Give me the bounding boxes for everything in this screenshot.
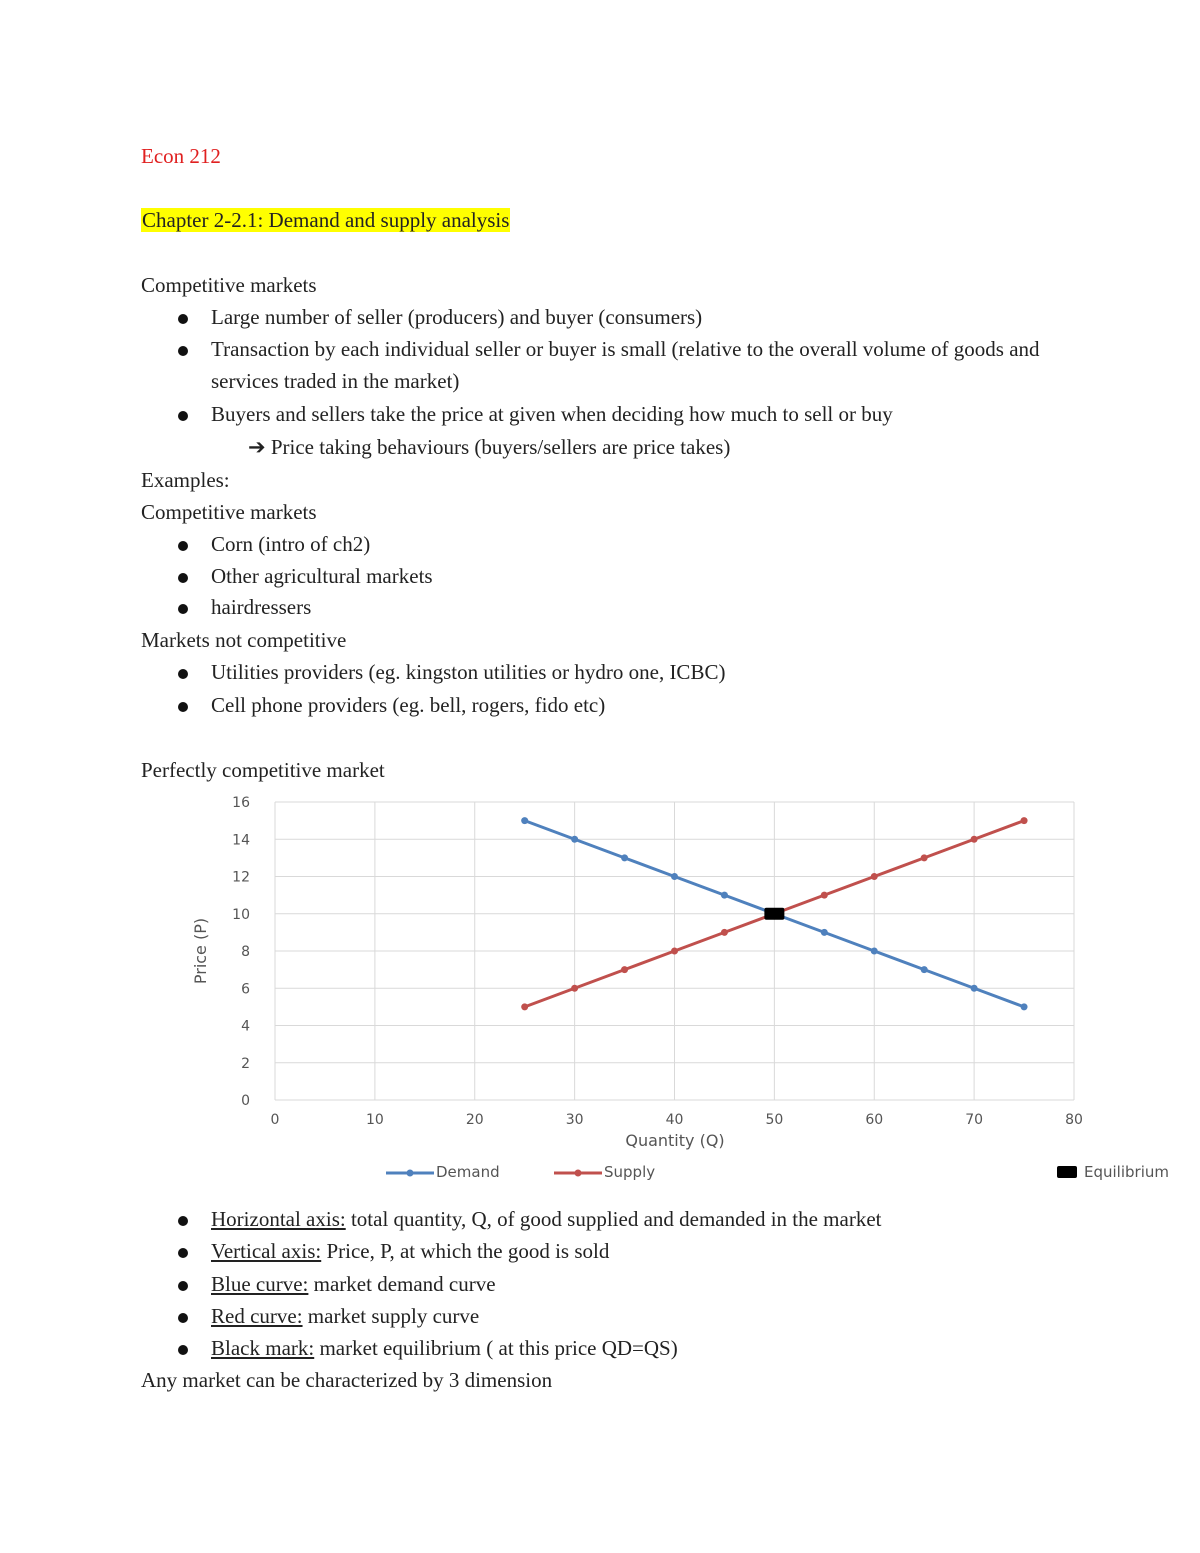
list-item: Utilities providers (eg. kingston utilities or hydro one, ICBC) — [211, 660, 726, 684]
chapter-title — [141, 206, 510, 234]
explanation-text: market equilibrium ( at this price QD=QS) — [314, 1336, 678, 1360]
bullet-icon — [178, 1216, 188, 1226]
bullet-icon — [178, 346, 188, 356]
supply-point — [871, 873, 878, 880]
bullet-icon — [178, 1313, 188, 1323]
explanation-item — [211, 1205, 882, 1233]
y-tick-label: 2 — [241, 1055, 250, 1072]
supply-point — [821, 892, 828, 899]
demand-point — [921, 966, 928, 973]
explanation-text: total quantity, Q, of good supplied and demanded in the market — [345, 1207, 882, 1231]
section-heading-competitive: Competitive markets — [141, 273, 317, 297]
closing-line: Any market can be characterized by 3 dimension — [141, 1368, 553, 1392]
x-tick-label: 10 — [365, 1112, 384, 1128]
list-item: Transaction by each individual seller or buyer is small (relative to the overall volume of goods and services traded in the market) — [211, 337, 1040, 393]
supply-point — [621, 966, 628, 973]
explanation-label: Vertical axis: — [211, 1239, 322, 1263]
y-tick-label: 0 — [241, 1093, 250, 1109]
bullet-icon — [178, 314, 188, 324]
course-title: Econ 212 — [141, 144, 221, 168]
explanation-label: Horizontal axis: — [211, 1207, 346, 1231]
equilibrium-legend-label: Equilibrium — [1084, 1163, 1169, 1181]
supply-point — [671, 948, 678, 955]
bullet-icon — [178, 669, 188, 679]
y-tick-label: 12 — [232, 869, 250, 886]
bullet-icon — [178, 541, 188, 551]
demand-point — [971, 985, 978, 992]
bullet-icon — [178, 1248, 188, 1258]
demand-point — [821, 929, 828, 936]
explanation-text: market demand curve — [308, 1272, 496, 1296]
x-tick-label: 60 — [865, 1112, 884, 1128]
y-axis-label: Price (P) — [191, 917, 210, 985]
x-tick-label: 50 — [765, 1112, 784, 1128]
x-tick-label: 70 — [965, 1112, 984, 1128]
bullet-icon — [178, 573, 188, 583]
x-tick-label: 20 — [465, 1112, 484, 1128]
explanation-text: Price, P, at which the good is sold — [321, 1239, 610, 1263]
demand-point — [571, 836, 578, 843]
list-item: Buyers and sellers take the price at given when deciding how much to sell or buy — [211, 402, 893, 426]
supply-legend-icon — [575, 1170, 582, 1177]
examples-heading: Examples: — [141, 468, 230, 492]
x-axis-label: Quantity (Q) — [625, 1131, 725, 1150]
supply-point — [721, 929, 728, 936]
list-item: hairdressers — [211, 595, 312, 619]
x-tick-label: 40 — [665, 1112, 684, 1128]
arrow-item — [248, 433, 730, 461]
explanation-item — [211, 1270, 496, 1298]
y-tick-label: 10 — [232, 906, 250, 923]
chart-legend — [386, 1163, 1169, 1181]
competitive-heading: Competitive markets — [141, 500, 317, 524]
bullet-icon — [178, 1281, 188, 1291]
bullet-icon — [178, 604, 188, 614]
supply-point — [571, 985, 578, 992]
y-tick-label: 8 — [241, 944, 250, 960]
y-tick-label: 14 — [232, 832, 250, 849]
bullet-icon — [178, 702, 188, 712]
supply-point — [1021, 817, 1028, 824]
demand-point — [671, 873, 678, 880]
supply-point — [921, 854, 928, 861]
not-competitive-heading: Markets not competitive — [141, 628, 347, 652]
demand-point — [1021, 1003, 1028, 1010]
supply-point — [971, 836, 978, 843]
demand-point — [721, 892, 728, 899]
y-tick-label: 4 — [241, 1018, 250, 1035]
demand-point — [621, 854, 628, 861]
explanation-label: Red curve: — [211, 1304, 303, 1328]
supply-demand-chart — [176, 788, 1169, 1188]
equilibrium-marker — [764, 908, 784, 920]
list-item: Corn (intro of ch2) — [211, 532, 371, 556]
supply-point — [521, 1003, 528, 1010]
arrow-item-text: Price taking behaviours (buyers/sellers are price takes) — [270, 435, 731, 459]
list-item: Cell phone providers (eg. bell, rogers, fido etc) — [211, 693, 606, 717]
explanation-item — [211, 1334, 678, 1362]
explanation-text: market supply curve — [302, 1304, 480, 1328]
y-tick-label: 6 — [241, 981, 250, 998]
x-tick-label: 80 — [1065, 1112, 1083, 1128]
perfect-heading: Perfectly competitive market — [141, 758, 385, 782]
demand-legend-label: Demand — [436, 1163, 500, 1181]
explanation-label: Black mark: — [211, 1336, 315, 1360]
list-item: Other agricultural markets — [211, 564, 433, 588]
demand-legend-icon — [407, 1170, 414, 1177]
chapter-title-highlight: Chapter 2-2.1: Demand and supply analysis — [142, 208, 510, 232]
bullet-icon — [178, 411, 188, 421]
arrow-right-icon: ➔ — [248, 435, 271, 459]
explanation-item — [211, 1302, 479, 1330]
explanation-label: Blue curve: — [211, 1272, 309, 1296]
x-tick-label: 30 — [565, 1112, 584, 1128]
demand-point — [871, 948, 878, 955]
supply-legend-label: Supply — [604, 1163, 656, 1181]
bullet-icon — [178, 1345, 188, 1355]
explanation-item — [211, 1237, 609, 1265]
x-tick-label: 0 — [270, 1112, 280, 1128]
list-item: Large number of seller (producers) and buyer (consumers) — [211, 305, 703, 329]
demand-point — [521, 817, 528, 824]
y-tick-label: 16 — [232, 795, 250, 811]
equilibrium-legend-icon — [1057, 1166, 1077, 1178]
